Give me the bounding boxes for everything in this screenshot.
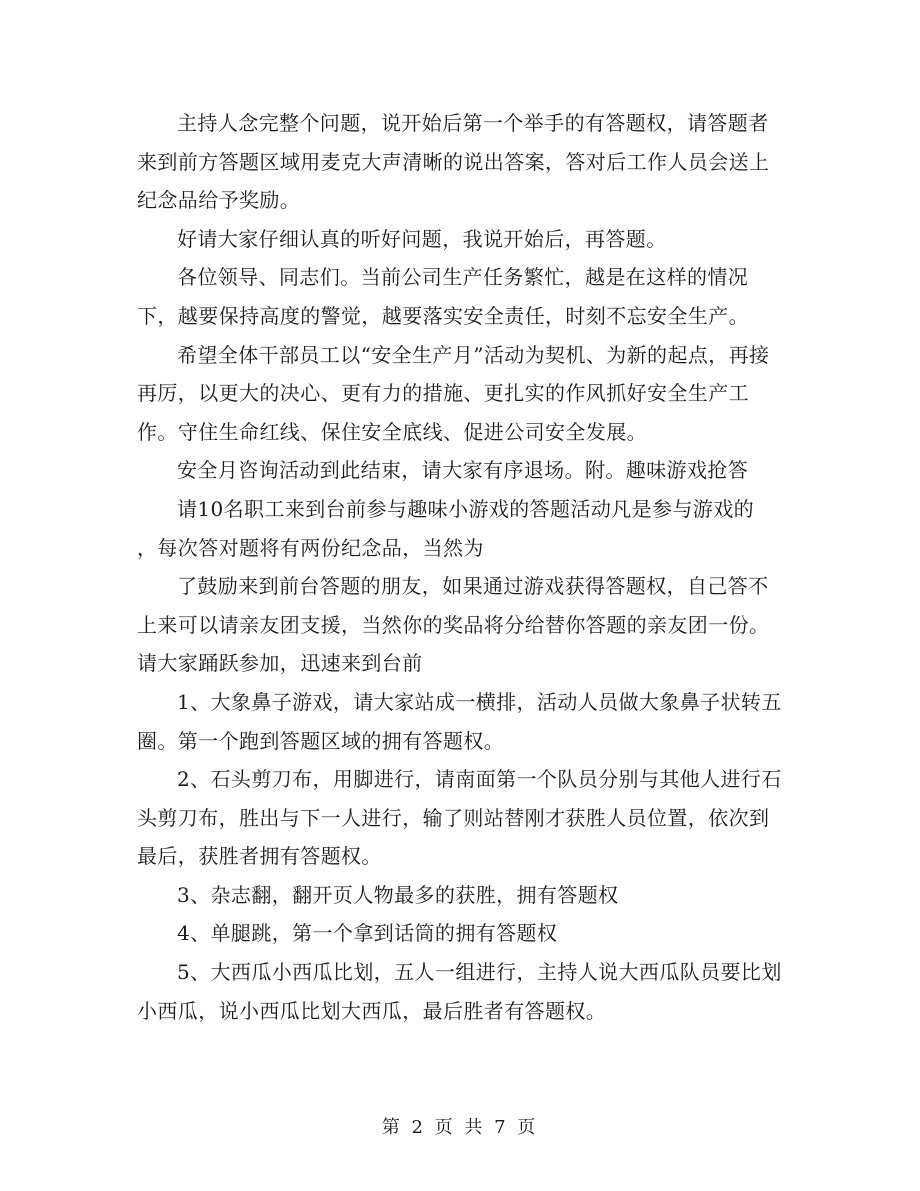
paragraph-encourage: 了鼓励来到前台答题的朋友，如果通过游戏获得答题权，自己答不上来可以请亲友团支援，当然你的奖品将分给替你答题的亲友团一份。请大家踊跃参加，迅速来到台前 [137,574,770,676]
paragraph-event-closing: 安全月咨询活动到此结束，请大家有序退场。附。趣味游戏抢答 [177,458,749,483]
paragraph-leaders-address: 各位领导、同志们。当前公司生产任务繁忙，越是在这样的情况下，越要保持高度的警觉，越要落实安全责任，时刻不忘安全生产。 [137,265,749,328]
paragraph-invite-staff: 请10名职工来到台前参与趣味小游戏的答题活动凡是参与游戏的 [177,496,755,521]
page-number-footer: 第 2 页 共 7 页 [381,1117,539,1138]
list-item-game-3: 3、杂志翻，翻开页人物最多的获胜，拥有答题权 [177,882,619,907]
paragraph-host-instructions: 主持人念完整个问题，说开始后第一个举手的有答题权，请答题者来到前方答题区域用麦克大声清晰的说出答案，答对后工作人员会送上纪念品给予奖励。 [137,111,770,213]
list-item-game-2: 2、石头剪刀布，用脚进行，请南面第一个队员分别与其他人进行石头剪刀布，胜出与下一人进行，输了则站替刚才获胜人员位置，依次到最后，获胜者拥有答题权。 [137,767,782,869]
paragraph-prize-note: ，每次答对题将有两份纪念品，当然为 [137,535,484,560]
list-item-game-5: 5、大西瓜小西瓜比划，五人一组进行，主持人说大西瓜队员要比划小西瓜，说小西瓜比划大西瓜，最后胜者有答题权。 [137,960,782,1023]
document-body [137,104,785,1030]
paragraph-safety-month-hope: 希望全体干部员工以“安全生产月”活动为契机、为新的起点，再接再厉，以更大的决心、更有力的措施、更扎实的作风抓好安全生产工作。守住生命红线、保住安全底线、促进公司安全发展。 [137,342,770,444]
list-item-game-1: 1、大象鼻子游戏，请大家站成一横排，活动人员做大象鼻子状转五圈。第一个跑到答题区域的拥有答题权。 [137,689,782,753]
paragraph-listen-carefully: 好请大家仔细认真的听好问题，我说开始后，再答题。 [177,226,667,251]
list-item-game-4: 4、单腿跳，第一个拿到话筒的拥有答题权 [177,921,558,946]
